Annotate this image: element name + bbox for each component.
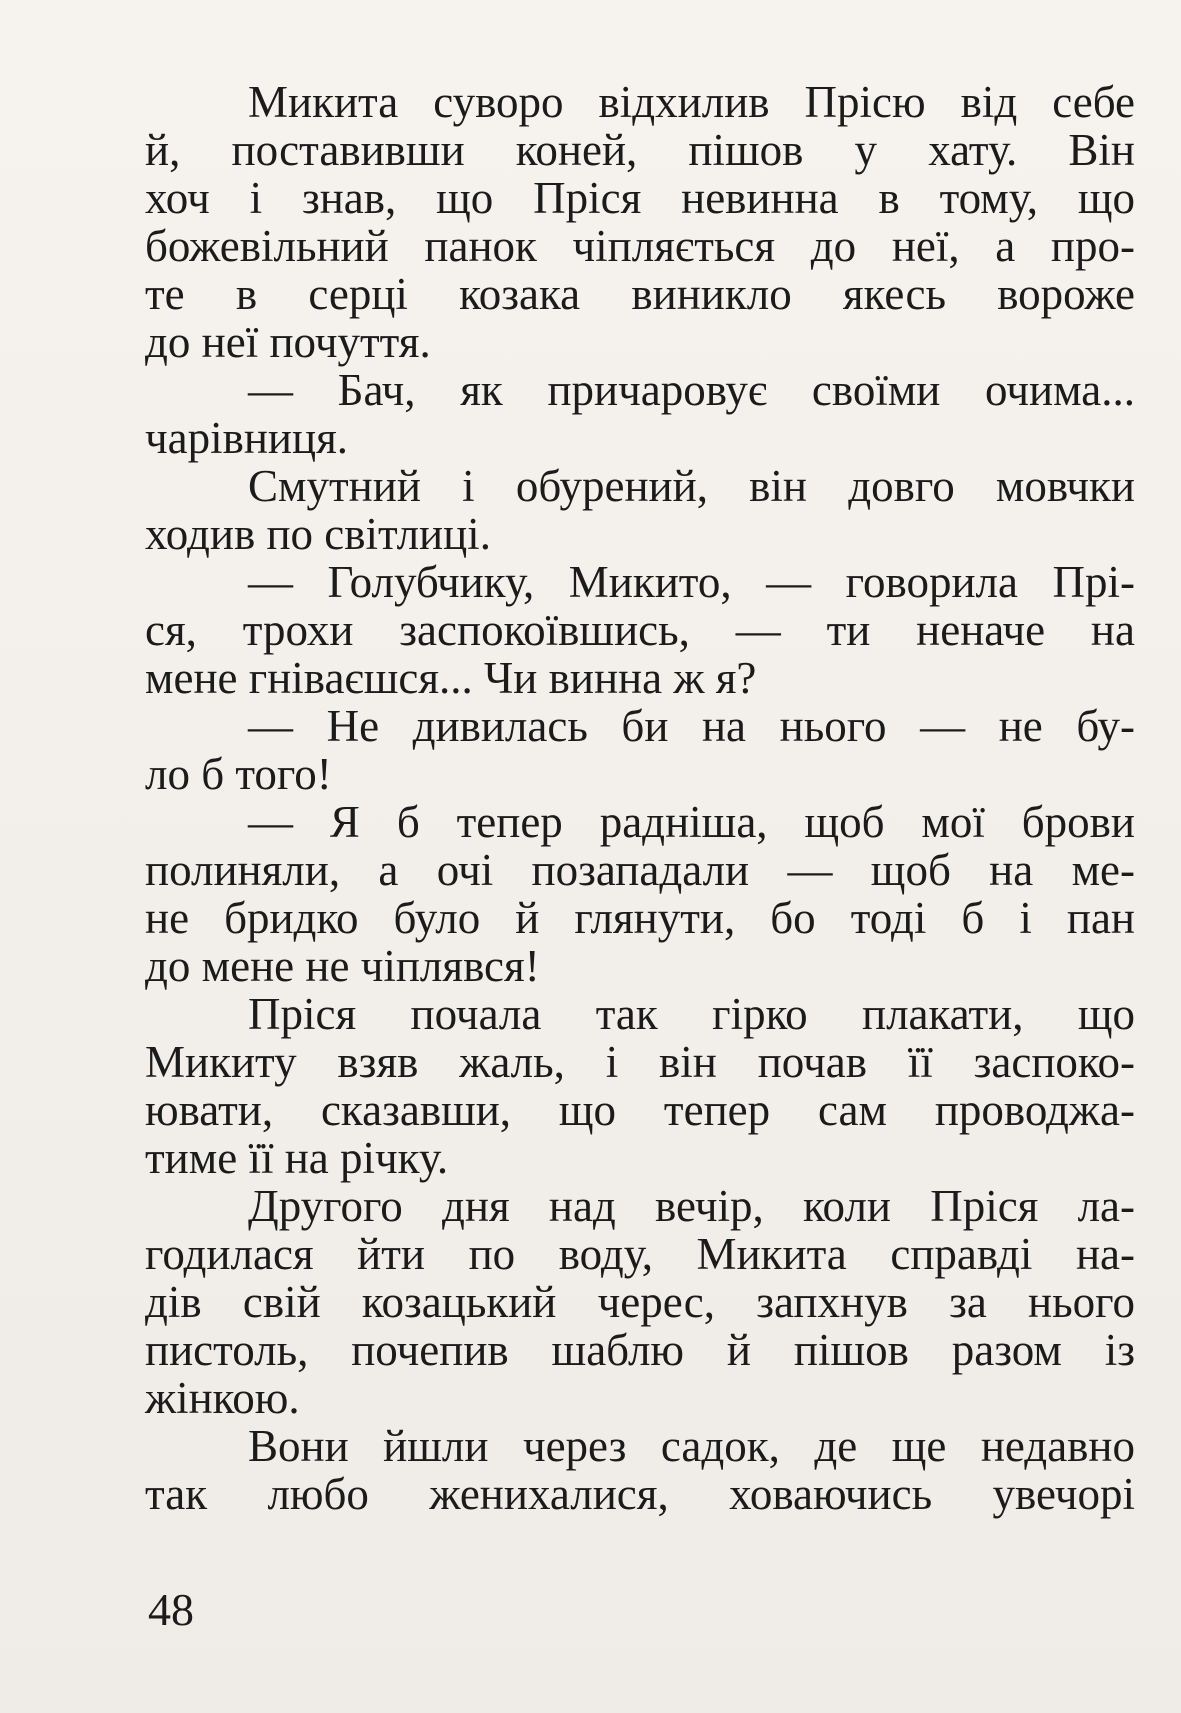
text-line: — Голубчику, Микито, — говорила Прі- [248,557,1135,607]
text-line: — Не дивилась би на нього — не бу- [248,701,1135,751]
text-line: те в серці козака виникло якесь вороже [145,269,1135,319]
text-line: хоч і знав, що Пріся невинна в тому, що [145,173,1135,223]
text-line: жінкою. [145,1373,300,1423]
text-line: ювати, сказавши, що тепер сам проводжа- [145,1085,1135,1135]
text-line: — Бач, як причаровує своїми очима... [248,365,1135,415]
text-line: Другого дня над вечір, коли Пріся ла- [248,1181,1135,1231]
text-line: божевільний панок чіпляється до неї, а про- [145,221,1135,271]
text-line: годилася йти по воду, Микита справді на- [145,1229,1135,1279]
text-line: пистоль, почепив шаблю й пішов разом із [145,1325,1135,1375]
text-line: Смутний і обурений, він довго мовчки [248,461,1135,511]
text-line: дів свій козацький черес, запхнув за нього [145,1277,1135,1327]
page-number: 48 [148,1584,194,1635]
text-line: Микиту взяв жаль, і він почав її заспоко- [145,1037,1135,1087]
text-line: — Я б тепер радніша, щоб мої брови [248,797,1135,847]
text-line: Пріся почала так гірко плакати, що [248,989,1135,1039]
text-line: тиме її на річку. [145,1133,449,1183]
text-line: полиняли, а очі позападали — щоб на ме- [145,845,1135,895]
text-line: й, поставивши коней, пішов у хату. Він [145,125,1135,175]
text-line: до мене не чіплявся! [145,941,540,991]
text-line: так любо женихалися, ховаючись увечорі [145,1469,1135,1519]
text-line: Микита суворо відхилив Прісю від себе [248,77,1135,127]
text-line: ло б того! [145,749,332,799]
text-line: до неї почуття. [145,317,431,367]
text-line: мене гніваєшся... Чи винна ж я? [145,653,757,703]
text-line: ся, трохи заспокоївшись, — ти неначе на [145,605,1135,655]
text-line: ходив по світлиці. [145,509,491,559]
text-line: не бридко було й глянути, бо тоді б і пан [145,893,1135,943]
page-text [145,78,1135,1518]
text-line: чарівниця. [145,413,349,463]
text-line: Вони йшли через садок, де ще недавно [248,1421,1135,1471]
